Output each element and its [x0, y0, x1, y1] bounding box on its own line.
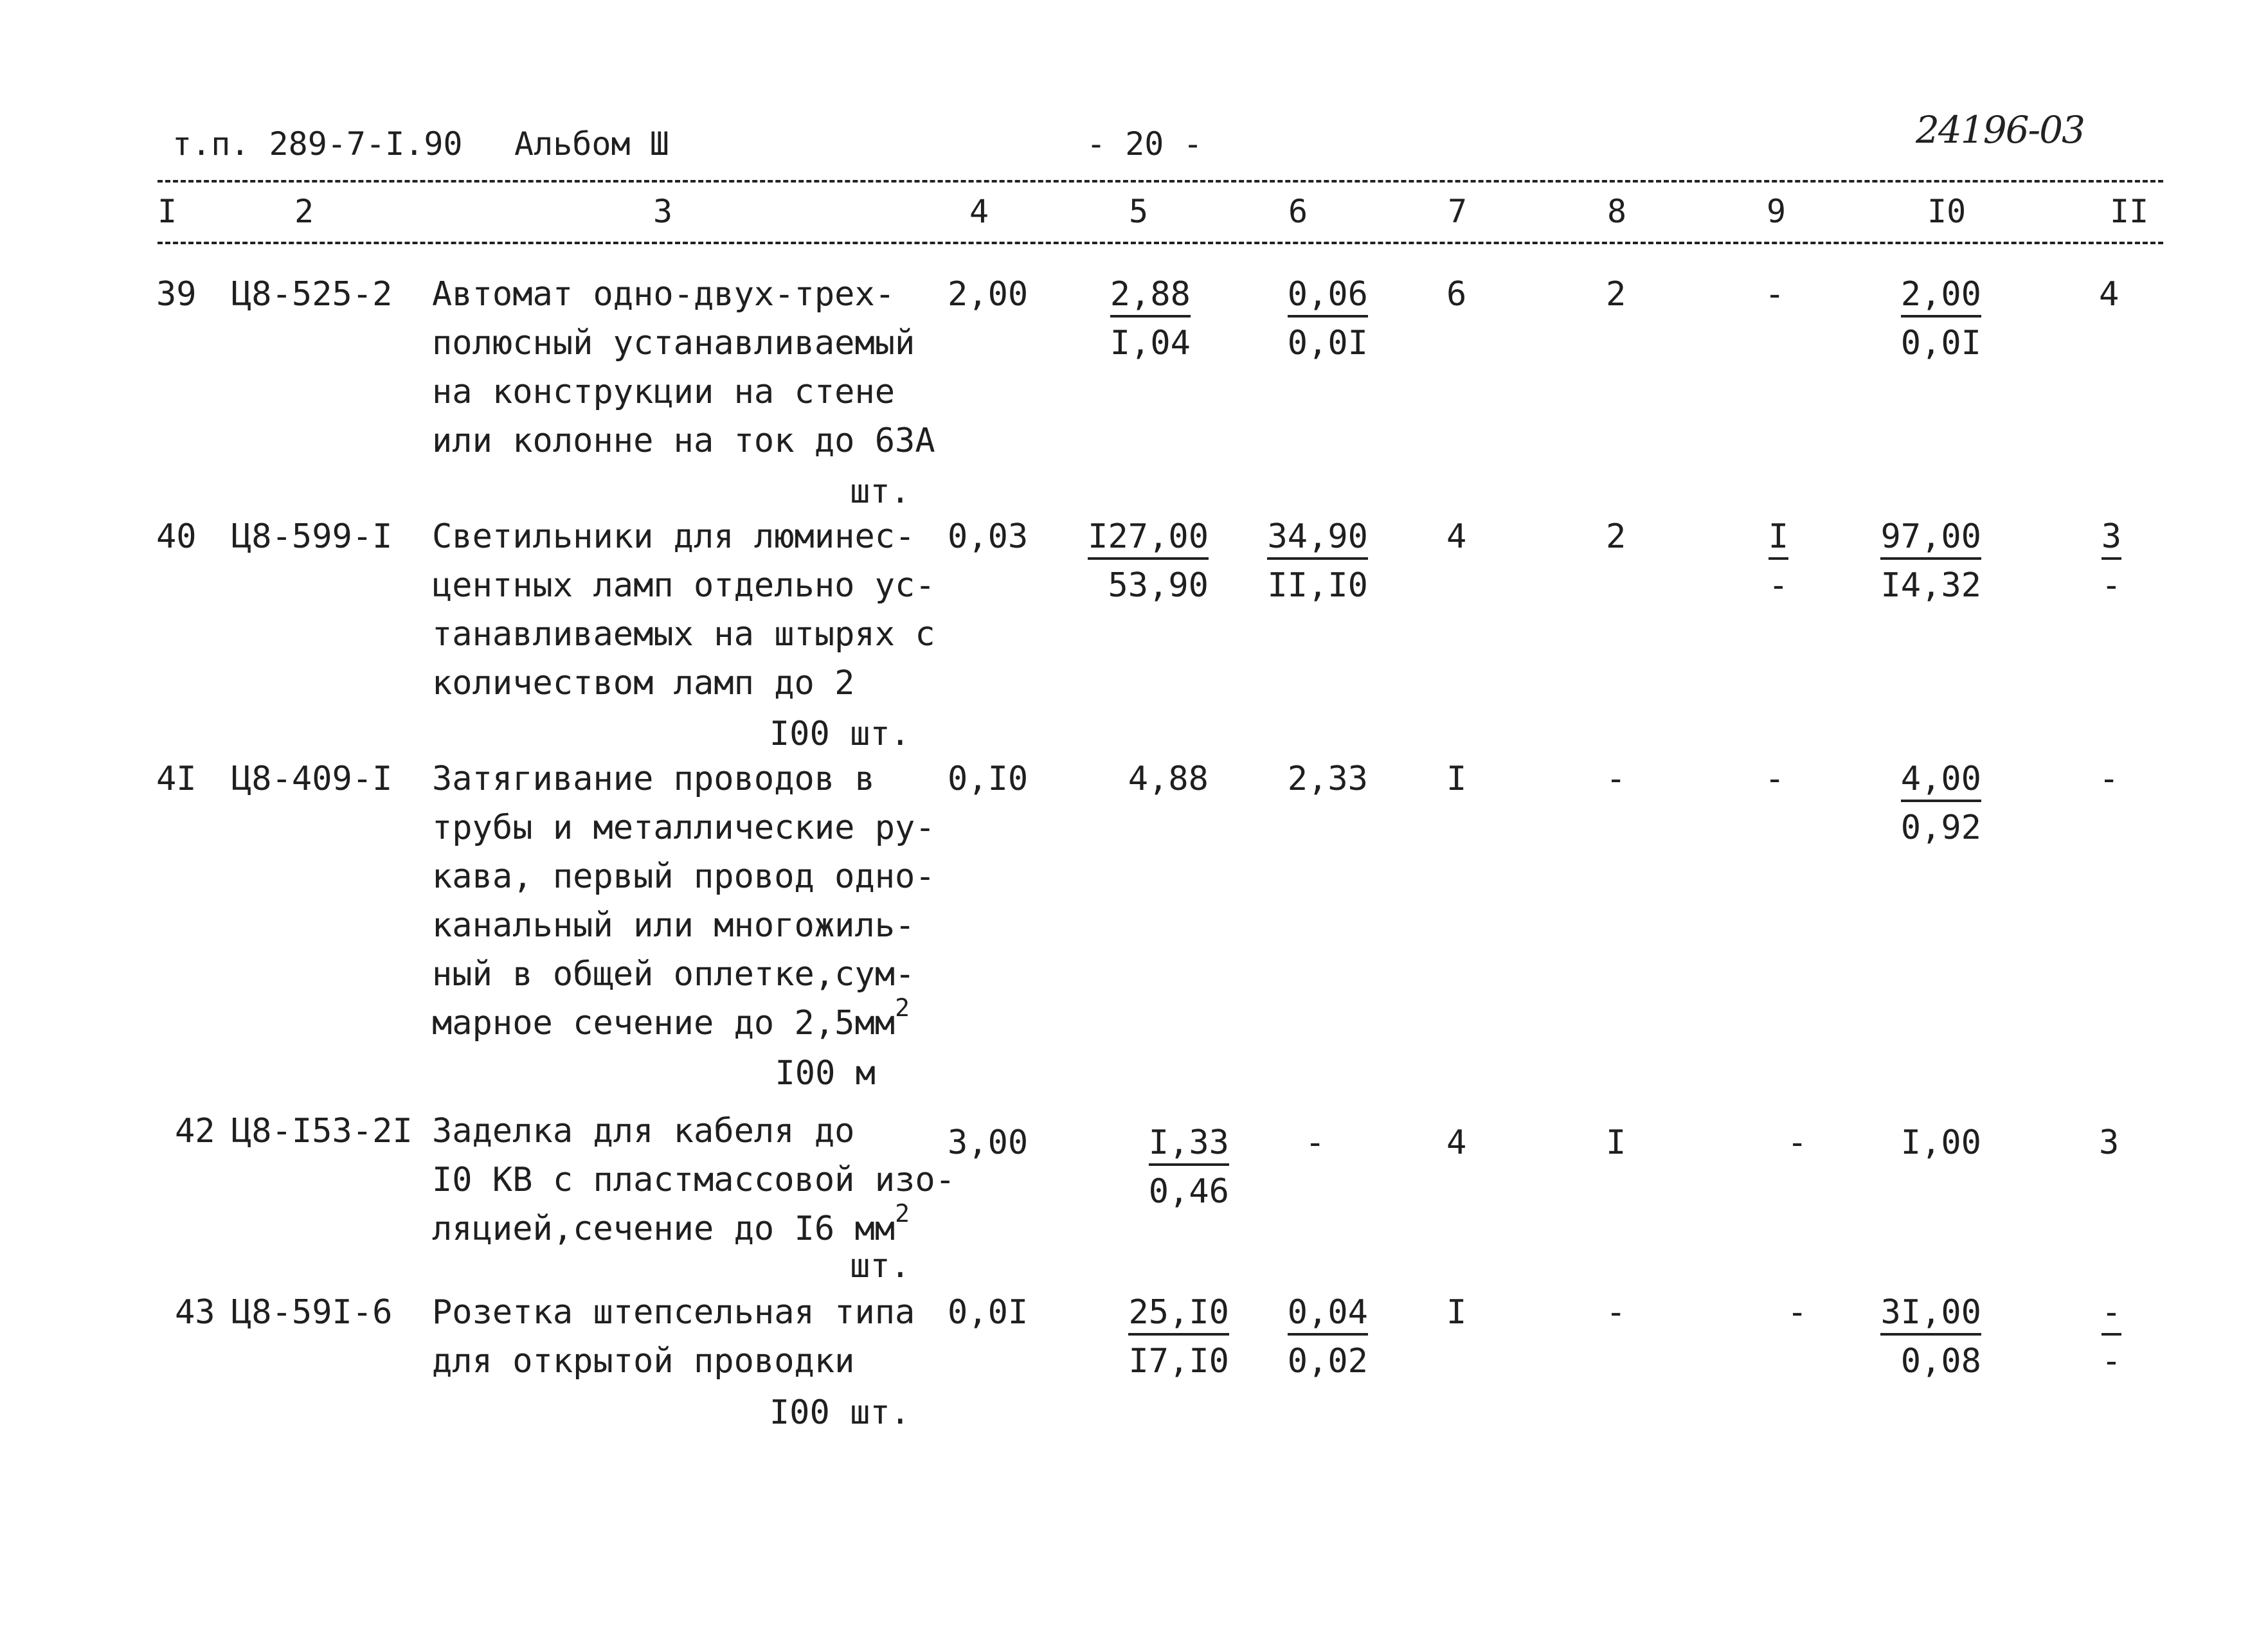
row-col10: 3I,00 0,08	[1880, 1293, 1981, 1381]
row-number: 42	[175, 1112, 215, 1150]
row-col10: 97,00 I4,32	[1880, 517, 1981, 605]
row-col8: -	[1606, 1293, 1626, 1332]
row-col9: -	[1765, 275, 1785, 314]
column-header-10: I0	[1927, 193, 1967, 230]
row-col7: 4	[1446, 1123, 1467, 1162]
row-code: Ц8-409-I	[231, 760, 393, 798]
column-header-2: 2	[294, 193, 314, 230]
column-header-1: I	[158, 193, 177, 230]
row-col7: I	[1446, 760, 1467, 798]
row-col9: -	[1787, 1293, 1808, 1332]
header-rule-bottom	[158, 242, 2163, 244]
row-col6: 34,90 II,I0	[1267, 517, 1368, 605]
row-col4: 0,I0	[948, 760, 1029, 798]
row-unit: I00 м	[775, 1054, 876, 1093]
column-header-9: 9	[1767, 193, 1787, 230]
column-header-4: 4	[969, 193, 989, 230]
row-col4: 2,00	[948, 275, 1029, 314]
row-col10: 2,00 0,0I	[1900, 275, 1981, 362]
row-col5: I,33 0,46	[1148, 1123, 1229, 1211]
row-col5: 25,I0 I7,I0	[1128, 1293, 1229, 1381]
row-col7: 4	[1446, 517, 1467, 556]
row-description: Заделка для кабеля до I0 КВ с пластмассовой изо- ляцией,сечение до I6 $мм^2$	[432, 1112, 955, 1248]
column-header-7: 7	[1448, 193, 1468, 230]
row-col7: 6	[1446, 275, 1467, 314]
superscript: 2	[895, 994, 910, 1022]
row-col5: I27,00 53,90	[1088, 517, 1209, 605]
row-number: 43	[175, 1293, 215, 1332]
column-header-6: 6	[1288, 193, 1308, 230]
row-unit: I00 шт.	[769, 1393, 910, 1432]
row-unit: I00 шт.	[769, 715, 910, 753]
row-col11: - -	[2101, 1293, 2121, 1381]
row-col11: 4	[2099, 275, 2120, 314]
column-header-5: 5	[1129, 193, 1149, 230]
row-col9: I -	[1768, 517, 1788, 605]
handwritten-code: 24196-03	[1916, 108, 2084, 152]
row-description: Розетка штепсельная типа для открытой проводки	[432, 1293, 915, 1381]
row-code: Ц8-599-I	[231, 517, 393, 556]
row-col8: -	[1606, 760, 1626, 798]
row-col8: I	[1606, 1123, 1626, 1162]
row-col4: 0,0I	[948, 1293, 1029, 1332]
header-rule-top	[158, 180, 2163, 183]
row-description: Затягивание проводов в трубы и металлические ру- кава, первый провод одно- канальный или многожиль- ный в общей оплетке,сум- марное сечение до $2,5мм^2$	[432, 760, 935, 1042]
row-col6: 2,33	[1287, 760, 1368, 798]
row-col5: 4,88	[1128, 760, 1209, 798]
row-unit: шт.	[850, 1247, 910, 1285]
row-col6: 0,06 0,0I	[1287, 275, 1368, 362]
superscript: 2	[895, 1199, 910, 1228]
column-header-3: 3	[653, 193, 673, 230]
row-col4: 3,00	[948, 1123, 1029, 1162]
row-col9: -	[1765, 760, 1785, 798]
row-number: 39	[156, 275, 197, 314]
column-header-8: 8	[1607, 193, 1627, 230]
row-description: Автомат одно-двух-трех- полюсный устанавливаемый на конструкции на стене или колонне на ток до 63А	[432, 275, 935, 460]
row-code: Ц8-525-2	[231, 275, 393, 314]
row-col4: 0,03	[948, 517, 1029, 556]
row-code: Ц8-I53-2I	[231, 1112, 413, 1150]
album-label: Альбом Ш	[514, 125, 669, 163]
row-unit: шт.	[850, 472, 910, 511]
row-col7: I	[1446, 1293, 1467, 1332]
row-col11: 3	[2099, 1123, 2120, 1162]
row-col9: -	[1787, 1123, 1808, 1162]
row-code: Ц8-59I-6	[231, 1293, 393, 1332]
row-col11: 3 -	[2101, 517, 2121, 605]
row-col6: 0,04 0,02	[1287, 1293, 1368, 1381]
row-col8: 2	[1606, 275, 1626, 314]
row-col10: 4,00 0,92	[1900, 760, 1981, 847]
row-col10: I,00	[1900, 1123, 1981, 1162]
row-col8: 2	[1606, 517, 1626, 556]
row-col5: 2,88 I,04	[1110, 275, 1191, 362]
row-col6: -	[1305, 1123, 1326, 1162]
row-number: 4I	[156, 760, 197, 798]
page-number: - 20 -	[1086, 125, 1203, 163]
row-number: 40	[156, 517, 197, 556]
document-reference: т.п. 289-7-I.90	[172, 125, 463, 163]
row-col11: -	[2099, 760, 2120, 798]
column-header-11: II	[2110, 193, 2149, 230]
row-description: Светильники для люминес- центных ламп отдельно ус- танавливаемых на штырях с количеством ламп до 2	[432, 517, 935, 702]
